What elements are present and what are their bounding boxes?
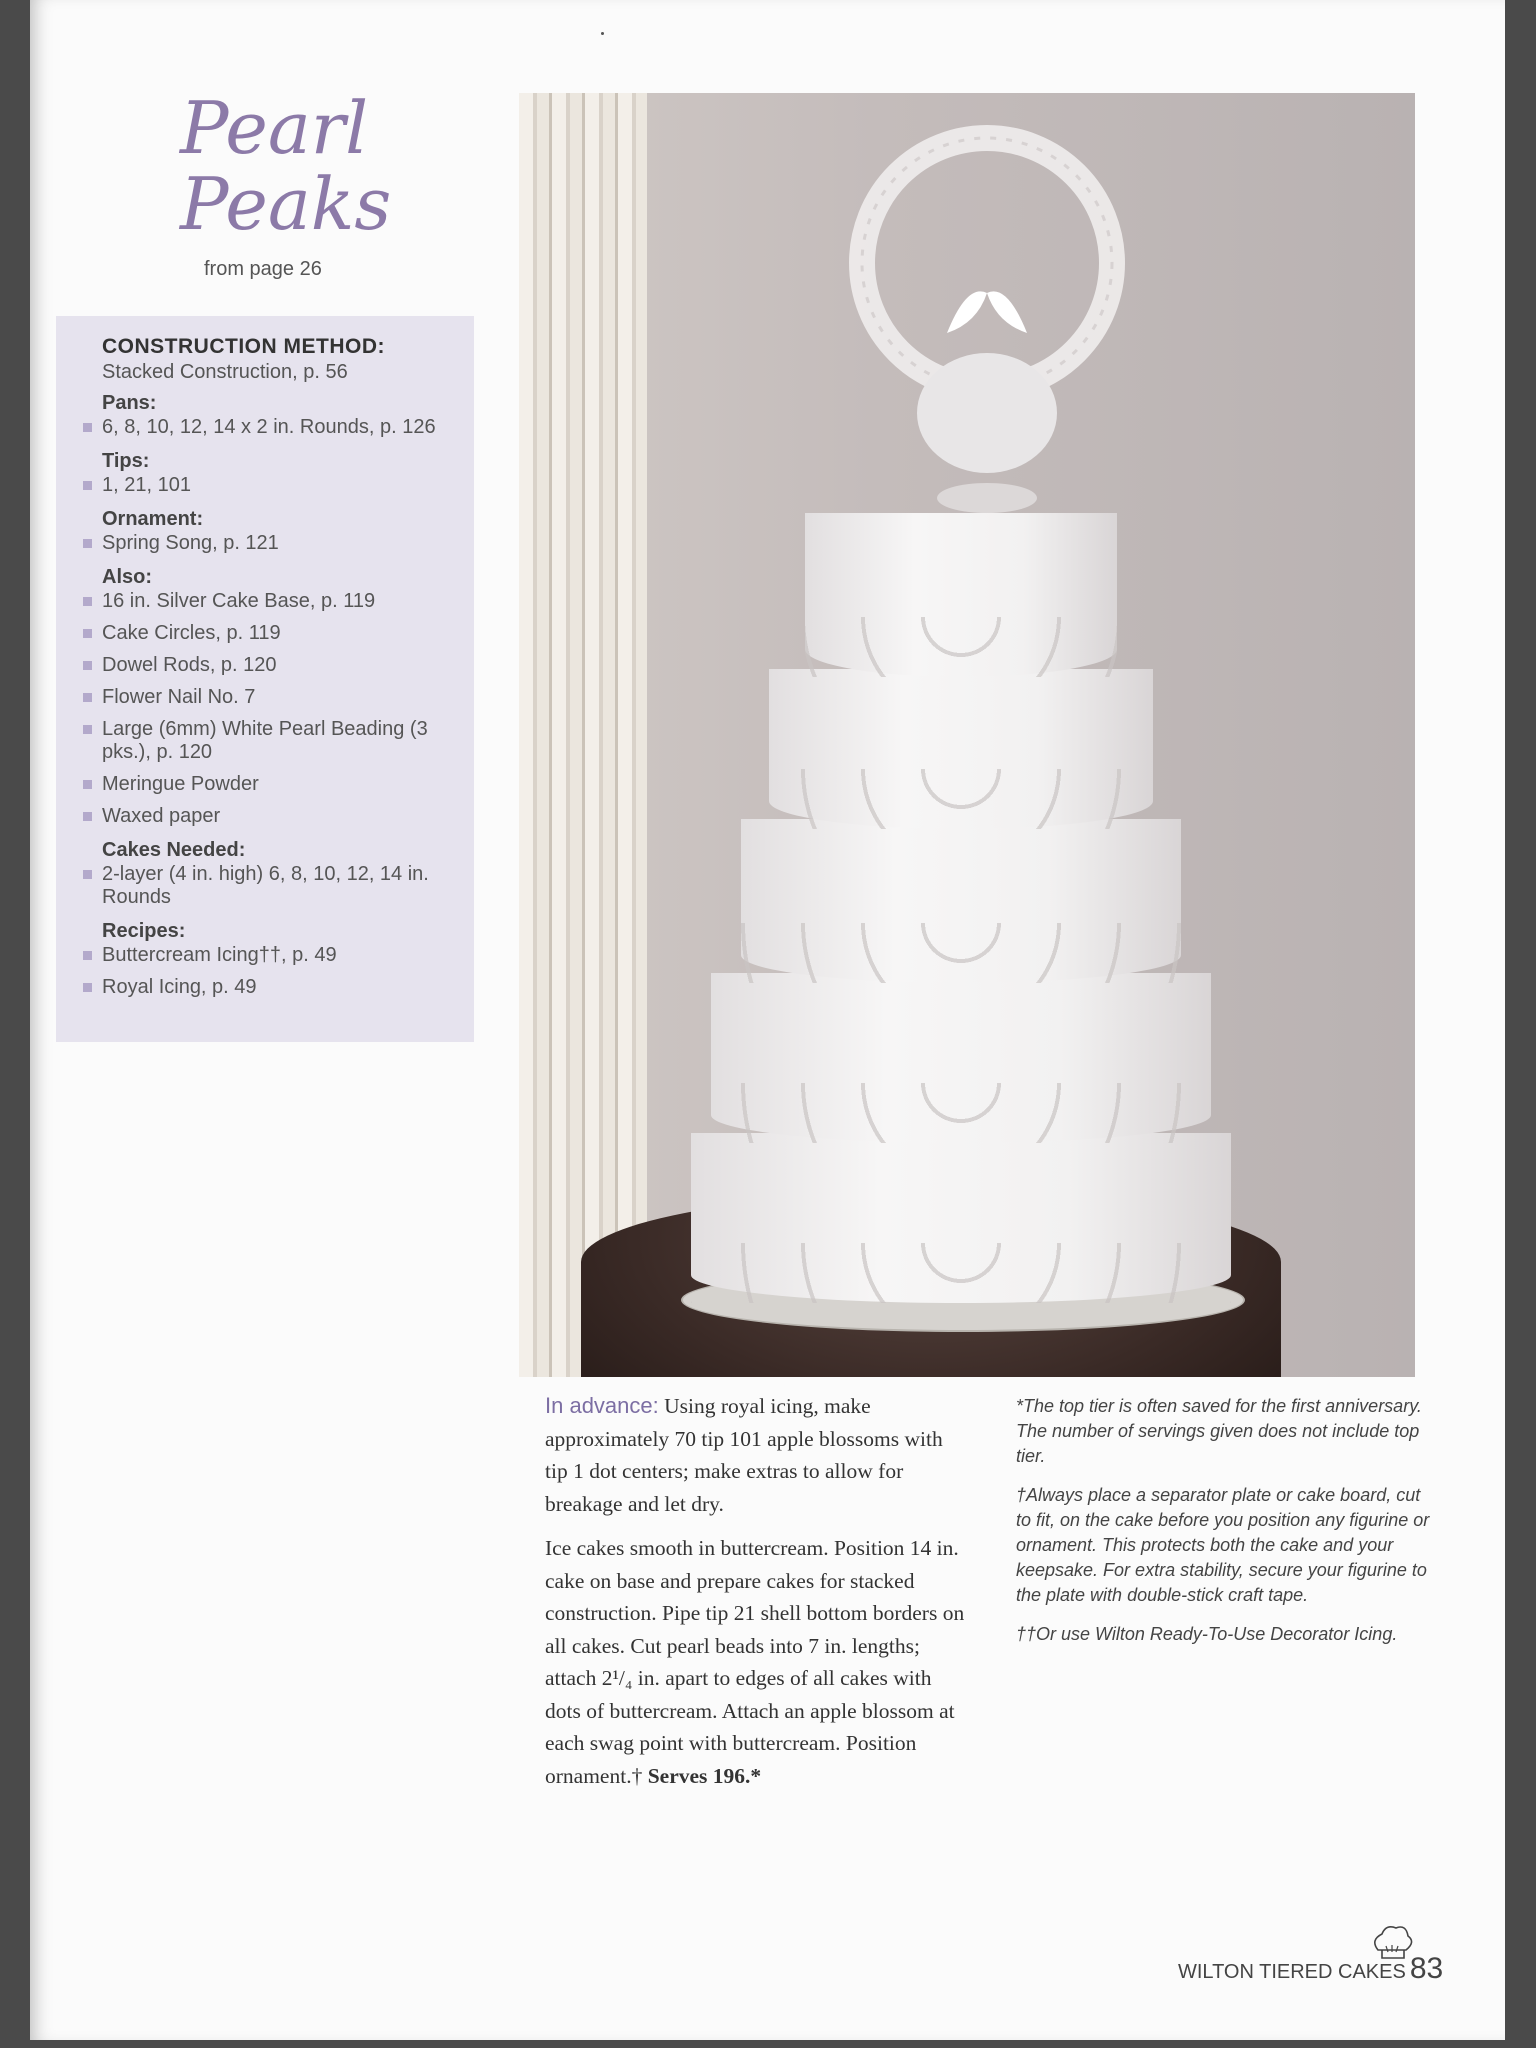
also-list <box>102 590 466 828</box>
list-item: Cake Circles, p. 119 <box>102 622 466 645</box>
recipe-title <box>180 86 410 246</box>
list-item: Waxed paper <box>102 805 466 828</box>
also-label: Also: <box>102 566 152 588</box>
footer-label: WILTON TIERED CAKES <box>1178 1961 1406 1983</box>
cake-photo <box>519 93 1415 1377</box>
list-item: Flower Nail No. 7 <box>102 686 466 709</box>
list-item: 6, 8, 10, 12, 14 x 2 in. Rounds, p. 126 <box>102 416 466 439</box>
construction-value: Stacked Construction, p. 56 <box>102 361 348 383</box>
list-item: Spring Song, p. 121 <box>102 532 466 555</box>
list-item: Dowel Rods, p. 120 <box>102 654 466 677</box>
list-item: 16 in. Silver Cake Base, p. 119 <box>102 590 466 613</box>
ornament-label: Ornament: <box>102 508 204 530</box>
cake-tier-1 <box>805 513 1117 677</box>
recipes-label: Recipes: <box>102 920 186 942</box>
page-mark <box>601 32 604 35</box>
footnote-3: ††Or use Wilton Ready-To-Use Decorator Icing. <box>1016 1624 1398 1644</box>
pillar-graphic <box>519 93 647 1377</box>
ornament-list <box>102 532 466 555</box>
cake-tier-5 <box>691 1133 1231 1303</box>
tips-label: Tips: <box>102 450 150 472</box>
cake-tier-2 <box>769 669 1153 829</box>
title-line-2: Peaks <box>180 162 392 246</box>
instructions-para-2: Ice cakes smooth in buttercream. Position 14 in. cake on base and prepare cakes for stacked construction. Pipe tip 21 shell bottom borders on all cakes. Cut pearl beads into 7 in. lengths; attach 2¹/₄ in. apart to edges of all cakes with dots of buttercream. Attach an apple blossom at each swag point with buttercream. Position ornament.† <box>545 1536 965 1788</box>
pans-list <box>102 416 466 439</box>
footnote-2: †Always place a separator plate or cake board, cut to fit, on the cake before you position any figurine or ornament. This protects both the cake and your keepsake. For extra stability, secure your figurine to the plate with double-stick craft tape. <box>1016 1485 1430 1605</box>
cakes-label: Cakes Needed: <box>102 839 246 861</box>
tips-list <box>102 474 466 497</box>
list-item: Buttercream Icing††, p. 49 <box>102 944 466 967</box>
list-item: 2-layer (4 in. high) 6, 8, 10, 12, 14 in. Rounds <box>102 863 466 909</box>
list-item: Royal Icing, p. 49 <box>102 976 466 999</box>
cake-tier-4 <box>711 973 1211 1143</box>
footnotes <box>1016 1394 1436 1661</box>
pans-label: Pans: <box>102 392 157 414</box>
servings: Serves 196.* <box>647 1763 762 1788</box>
construction-heading: CONSTRUCTION METHOD: <box>102 335 385 358</box>
page-number: 83 <box>1409 1952 1444 1985</box>
instructions-para-1: Using royal icing, make approximately 70 tip 101 apple blossoms with tip 1 dot centers; make extras to allow for breakage and let dry. <box>545 1394 943 1516</box>
cake-tier-3 <box>741 819 1181 983</box>
recipes-list <box>102 944 466 999</box>
list-item: Large (6mm) White Pearl Beading (3 pks.), p. 120 <box>102 718 466 764</box>
chef-hat-icon <box>1370 1924 1414 1964</box>
cake-topper-graphic <box>837 113 1137 513</box>
supplies-box <box>56 316 474 1042</box>
list-item: Meringue Powder <box>102 773 466 796</box>
footnote-1: *The top tier is often saved for the first anniversary. The number of servings given does not include top tier. <box>1016 1396 1422 1466</box>
instructions <box>545 1390 965 1804</box>
list-item: 1, 21, 101 <box>102 474 466 497</box>
in-advance-lead: In advance: <box>545 1393 659 1418</box>
title-line-1: Pearl <box>180 86 369 170</box>
cakes-list <box>102 863 466 909</box>
from-page-note: from page 26 <box>204 258 322 280</box>
page <box>30 0 1505 2040</box>
